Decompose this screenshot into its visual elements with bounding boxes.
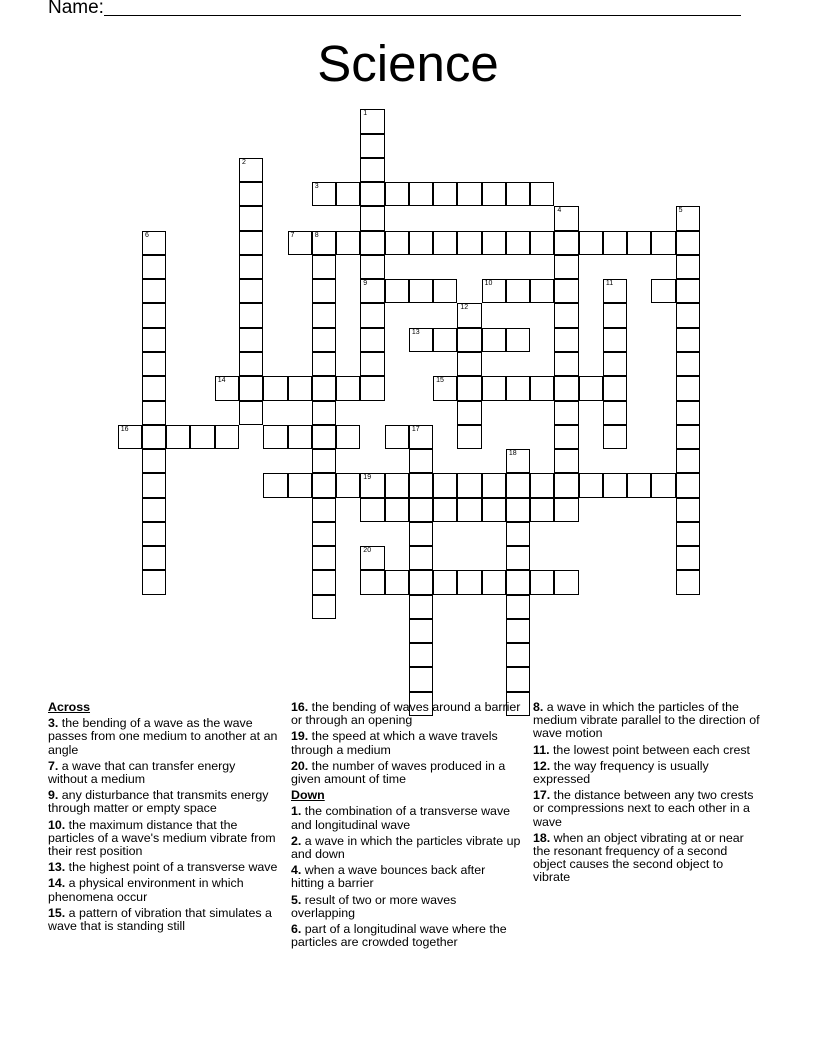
- clue-number: 1.: [291, 804, 302, 819]
- grid-cell[interactable]: [239, 328, 263, 352]
- grid-cell[interactable]: [142, 570, 166, 594]
- clues-column-2: [291, 701, 521, 952]
- grid-cell[interactable]: [457, 425, 481, 449]
- grid-cell[interactable]: [506, 643, 530, 667]
- grid-cell[interactable]: [312, 473, 336, 497]
- clue-number: 5: [678, 207, 683, 215]
- grid-cell[interactable]: [239, 206, 263, 230]
- grid-cell[interactable]: [409, 182, 433, 206]
- grid-cell[interactable]: [360, 328, 384, 352]
- clue-text: the maximum distance that the particles of a wave's medium vibrate from their rest position: [48, 817, 276, 859]
- grid-cell[interactable]: [433, 376, 457, 400]
- grid-cell[interactable]: [360, 498, 384, 522]
- grid-cell[interactable]: [506, 473, 530, 497]
- grid-cell[interactable]: [263, 473, 287, 497]
- clue-item: [291, 894, 521, 920]
- grid-cell[interactable]: [239, 376, 263, 400]
- grid-cell[interactable]: [142, 303, 166, 327]
- grid-cell[interactable]: [385, 231, 409, 255]
- grid-cell[interactable]: [530, 182, 554, 206]
- clue-item: [533, 701, 763, 741]
- grid-cell[interactable]: [142, 231, 166, 255]
- clues-column-1: [48, 701, 278, 936]
- grid-cell[interactable]: [482, 498, 506, 522]
- clue-item: [48, 877, 278, 903]
- grid-cell[interactable]: [506, 595, 530, 619]
- clue-number: 7.: [48, 758, 59, 773]
- grid-cell[interactable]: [506, 498, 530, 522]
- grid-cell[interactable]: [482, 231, 506, 255]
- grid-cell[interactable]: [676, 473, 700, 497]
- grid-cell[interactable]: [239, 255, 263, 279]
- clue-number: 3: [314, 183, 319, 191]
- clue-item: [533, 832, 763, 885]
- clue-number: 12.: [533, 758, 551, 773]
- grid-cell[interactable]: [409, 595, 433, 619]
- grid-cell[interactable]: [603, 303, 627, 327]
- clue-number: 18.: [533, 830, 551, 845]
- grid-cell[interactable]: [554, 570, 578, 594]
- grid-cell[interactable]: [603, 401, 627, 425]
- grid-cell[interactable]: [457, 473, 481, 497]
- grid-cell[interactable]: [676, 255, 700, 279]
- clue-text: the combination of a transverse wave and longitudinal wave: [291, 804, 511, 832]
- grid-cell[interactable]: [142, 279, 166, 303]
- clue-number: 19.: [291, 729, 309, 744]
- grid-cell[interactable]: [409, 570, 433, 594]
- grid-cell[interactable]: [409, 279, 433, 303]
- grid-cell[interactable]: [385, 182, 409, 206]
- grid-cell[interactable]: [360, 546, 384, 570]
- grid-cell[interactable]: [312, 570, 336, 594]
- grid-cell[interactable]: [506, 546, 530, 570]
- grid-cell[interactable]: [360, 303, 384, 327]
- grid-cell[interactable]: [676, 328, 700, 352]
- clue-number: 8: [314, 231, 319, 239]
- grid-cell[interactable]: [360, 570, 384, 594]
- grid-cell[interactable]: [312, 595, 336, 619]
- grid-cell[interactable]: [457, 498, 481, 522]
- grid-cell[interactable]: [360, 279, 384, 303]
- grid-cell[interactable]: [457, 182, 481, 206]
- clue-text: a physical environment in which phenomena occur: [48, 876, 244, 904]
- grid-cell[interactable]: [239, 231, 263, 255]
- grid-cell[interactable]: [360, 158, 384, 182]
- grid-cell[interactable]: [263, 425, 287, 449]
- clue-item: [48, 861, 278, 874]
- grid-cell[interactable]: [142, 352, 166, 376]
- clue-item: [533, 744, 763, 757]
- grid-cell[interactable]: [457, 570, 481, 594]
- clue-item: [48, 789, 278, 815]
- grid-cell[interactable]: [312, 376, 336, 400]
- grid-cell[interactable]: [385, 570, 409, 594]
- clue-number: 1: [363, 110, 368, 118]
- grid-cell[interactable]: [312, 449, 336, 473]
- grid-cell[interactable]: [530, 570, 554, 594]
- grid-cell[interactable]: [433, 473, 457, 497]
- grid-cell[interactable]: [506, 570, 530, 594]
- grid-cell[interactable]: [554, 473, 578, 497]
- grid-cell[interactable]: [676, 425, 700, 449]
- clue-item: [291, 760, 521, 786]
- grid-cell[interactable]: [554, 255, 578, 279]
- grid-cell[interactable]: [239, 303, 263, 327]
- clue-number: 19: [363, 474, 372, 482]
- grid-cell[interactable]: [676, 231, 700, 255]
- clue-number: 2: [242, 158, 246, 166]
- grid-cell[interactable]: [676, 522, 700, 546]
- grid-cell[interactable]: [385, 498, 409, 522]
- grid-cell[interactable]: [360, 231, 384, 255]
- grid-cell[interactable]: [239, 401, 263, 425]
- clue-number: 5.: [291, 892, 302, 907]
- grid-cell[interactable]: [554, 303, 578, 327]
- clue-number: 6.: [291, 922, 302, 937]
- grid-cell[interactable]: [409, 619, 433, 643]
- clue-item: [48, 907, 278, 933]
- clue-number: 18: [508, 450, 517, 458]
- grid-cell[interactable]: [506, 279, 530, 303]
- across-heading: Across: [48, 700, 91, 714]
- grid-cell[interactable]: [409, 546, 433, 570]
- grid-cell[interactable]: [312, 231, 336, 255]
- clue-item: [48, 819, 278, 859]
- clue-number: 9.: [48, 788, 59, 803]
- grid-cell[interactable]: [409, 425, 433, 449]
- grid-cell[interactable]: [676, 352, 700, 376]
- grid-cell[interactable]: [336, 425, 360, 449]
- grid-cell[interactable]: [603, 231, 627, 255]
- grid-cell[interactable]: [482, 376, 506, 400]
- grid-cell[interactable]: [360, 206, 384, 230]
- clue-text: when a wave bounces back after hitting a barrier: [291, 863, 486, 891]
- clue-text: any disturbance that transmits energy through matter or empty space: [48, 788, 269, 816]
- clue-item: [291, 730, 521, 756]
- grid-cell[interactable]: [530, 231, 554, 255]
- grid-cell[interactable]: [457, 231, 481, 255]
- clue-number: 11: [605, 280, 614, 288]
- grid-cell[interactable]: [360, 352, 384, 376]
- grid-cell[interactable]: [142, 449, 166, 473]
- clues-column-3: [533, 701, 763, 888]
- grid-cell[interactable]: [554, 449, 578, 473]
- clue-number: 2.: [291, 833, 302, 848]
- clue-number: 4.: [291, 863, 302, 878]
- grid-cell[interactable]: [603, 352, 627, 376]
- grid-cell[interactable]: [433, 231, 457, 255]
- clue-text: a wave in which the particles of the medium vibrate parallel to the direction of wave motion: [533, 700, 760, 741]
- grid-cell[interactable]: [312, 522, 336, 546]
- down-heading: Down: [291, 788, 325, 803]
- grid-cell[interactable]: [530, 473, 554, 497]
- grid-cell[interactable]: [482, 182, 506, 206]
- grid-cell[interactable]: [409, 328, 433, 352]
- grid-cell[interactable]: [506, 376, 530, 400]
- grid-cell[interactable]: [676, 546, 700, 570]
- grid-cell[interactable]: [142, 522, 166, 546]
- grid-cell[interactable]: [142, 328, 166, 352]
- grid-cell[interactable]: [263, 376, 287, 400]
- grid-cell[interactable]: [603, 376, 627, 400]
- grid-cell[interactable]: [190, 425, 214, 449]
- grid-cell[interactable]: [676, 401, 700, 425]
- clue-number: 11.: [533, 742, 550, 757]
- grid-cell[interactable]: [457, 303, 481, 327]
- grid-cell[interactable]: [336, 182, 360, 206]
- grid-cell[interactable]: [288, 376, 312, 400]
- grid-cell[interactable]: [360, 182, 384, 206]
- clue-number: 20.: [291, 758, 309, 773]
- grid-cell[interactable]: [482, 328, 506, 352]
- grid-cell[interactable]: [142, 401, 166, 425]
- grid-cell[interactable]: [603, 425, 627, 449]
- grid-cell[interactable]: [142, 255, 166, 279]
- grid-cell[interactable]: [530, 498, 554, 522]
- grid-cell[interactable]: [554, 206, 578, 230]
- grid-cell[interactable]: [142, 425, 166, 449]
- grid-cell[interactable]: [312, 303, 336, 327]
- across-clue-list: [48, 717, 278, 933]
- grid-cell[interactable]: [409, 667, 433, 691]
- grid-cell[interactable]: [385, 425, 409, 449]
- clue-text: the bending of a wave as the wave passes from one medium to another at an angle: [48, 716, 278, 757]
- grid-cell[interactable]: [506, 328, 530, 352]
- clue-number: 13.: [48, 860, 66, 875]
- grid-cell[interactable]: [142, 546, 166, 570]
- clue-text: when an object vibrating at or near the resonant frequency of a second object causes the second object to vibrate: [533, 830, 744, 885]
- grid-cell[interactable]: [433, 182, 457, 206]
- grid-cell[interactable]: [409, 449, 433, 473]
- grid-cell[interactable]: [215, 425, 239, 449]
- clue-number: 17.: [533, 788, 551, 803]
- grid-cell[interactable]: [360, 376, 384, 400]
- grid-cell[interactable]: [312, 425, 336, 449]
- clue-number: 3.: [48, 716, 59, 731]
- clue-text: a pattern of vibration that simulates a wave that is standing still: [48, 905, 272, 934]
- clue-text: the lowest point between each crest: [549, 742, 750, 757]
- grid-cell[interactable]: [676, 376, 700, 400]
- down-clue-list-continued: [533, 701, 763, 885]
- grid-cell[interactable]: [385, 279, 409, 303]
- grid-cell[interactable]: [433, 570, 457, 594]
- clue-text: the distance between any two crests or compressions next to each other in a wave: [533, 788, 754, 829]
- grid-cell[interactable]: [676, 206, 700, 230]
- clue-item: [291, 923, 521, 949]
- grid-cell[interactable]: [142, 376, 166, 400]
- grid-cell[interactable]: [239, 279, 263, 303]
- grid-cell[interactable]: [506, 231, 530, 255]
- clue-item: [533, 789, 763, 829]
- grid-cell[interactable]: [239, 352, 263, 376]
- grid-cell[interactable]: [457, 401, 481, 425]
- grid-cell[interactable]: [360, 134, 384, 158]
- clue-item: [48, 717, 278, 757]
- grid-cell[interactable]: [676, 498, 700, 522]
- grid-cell[interactable]: [385, 473, 409, 497]
- grid-cell[interactable]: [142, 498, 166, 522]
- clue-number: 14.: [48, 876, 66, 891]
- clue-number: 20: [363, 547, 372, 555]
- grid-cell[interactable]: [676, 570, 700, 594]
- grid-cell[interactable]: [360, 109, 384, 133]
- clue-item: [533, 760, 763, 786]
- clue-number: 15.: [48, 905, 66, 920]
- grid-cell[interactable]: [288, 425, 312, 449]
- grid-cell[interactable]: [554, 352, 578, 376]
- grid-cell[interactable]: [676, 449, 700, 473]
- clue-text: a wave that can transfer energy without a medium: [48, 758, 236, 787]
- clue-number: 17: [411, 425, 420, 433]
- clue-text: the number of waves produced in a given amount of time: [291, 758, 506, 787]
- grid-cell[interactable]: [530, 376, 554, 400]
- grid-cell[interactable]: [506, 182, 530, 206]
- grid-cell[interactable]: [433, 498, 457, 522]
- grid-cell[interactable]: [651, 231, 675, 255]
- grid-cell[interactable]: [627, 473, 651, 497]
- grid-cell[interactable]: [433, 279, 457, 303]
- grid-cell[interactable]: [215, 376, 239, 400]
- grid-cell[interactable]: [312, 279, 336, 303]
- across-clue-list-continued: [291, 701, 521, 786]
- grid-cell[interactable]: [554, 401, 578, 425]
- grid-cell[interactable]: [409, 231, 433, 255]
- grid-cell[interactable]: [239, 158, 263, 182]
- grid-cell[interactable]: [603, 328, 627, 352]
- clue-number: 9: [363, 280, 368, 288]
- grid-cell[interactable]: [409, 522, 433, 546]
- grid-cell[interactable]: [506, 619, 530, 643]
- grid-cell[interactable]: [554, 231, 578, 255]
- grid-cell[interactable]: [409, 473, 433, 497]
- grid-cell[interactable]: [554, 376, 578, 400]
- grid-cell[interactable]: [166, 425, 190, 449]
- clue-item: [291, 864, 521, 890]
- grid-cell[interactable]: [676, 279, 700, 303]
- grid-cell[interactable]: [506, 522, 530, 546]
- grid-cell[interactable]: [360, 255, 384, 279]
- clue-number: 10.: [48, 817, 66, 832]
- grid-cell[interactable]: [506, 667, 530, 691]
- grid-cell[interactable]: [312, 255, 336, 279]
- grid-cell[interactable]: [433, 328, 457, 352]
- grid-cell[interactable]: [118, 425, 142, 449]
- grid-cell[interactable]: [312, 328, 336, 352]
- grid-cell[interactable]: [409, 643, 433, 667]
- grid-cell[interactable]: [409, 498, 433, 522]
- grid-cell[interactable]: [579, 231, 603, 255]
- grid-cell[interactable]: [554, 328, 578, 352]
- clue-number: 4: [557, 207, 562, 215]
- grid-cell[interactable]: [336, 376, 360, 400]
- grid-cell[interactable]: [579, 473, 603, 497]
- grid-cell[interactable]: [676, 303, 700, 327]
- grid-cell[interactable]: [554, 425, 578, 449]
- grid-cell[interactable]: [360, 473, 384, 497]
- clue-number: 10: [484, 280, 493, 288]
- grid-cell[interactable]: [288, 473, 312, 497]
- clue-number: 16.: [291, 700, 309, 714]
- clue-number: 7: [290, 231, 295, 239]
- grid-cell[interactable]: [482, 473, 506, 497]
- grid-cell[interactable]: [288, 231, 312, 255]
- grid-cell[interactable]: [239, 182, 263, 206]
- grid-cell[interactable]: [530, 279, 554, 303]
- page-title: Science: [317, 35, 499, 92]
- clue-number: 6: [144, 231, 149, 239]
- grid-cell[interactable]: [312, 546, 336, 570]
- grid-cell[interactable]: [482, 279, 506, 303]
- grid-cell[interactable]: [457, 376, 481, 400]
- clue-text: the bending of waves around a barrier or through an opening: [291, 700, 521, 728]
- clue-number: 13: [411, 328, 420, 336]
- grid-cell[interactable]: [312, 498, 336, 522]
- name-label: Name:: [48, 0, 104, 18]
- grid-cell[interactable]: [142, 473, 166, 497]
- grid-cell[interactable]: [506, 449, 530, 473]
- clue-text: result of two or more waves overlapping: [291, 892, 457, 920]
- clue-item: [48, 760, 278, 786]
- clue-number: 8.: [533, 700, 544, 714]
- clue-item: [291, 805, 521, 831]
- clue-text: the speed at which a wave travels through a medium: [291, 729, 498, 757]
- grid-cell[interactable]: [603, 473, 627, 497]
- grid-cell[interactable]: [457, 328, 481, 352]
- grid-cell[interactable]: [554, 279, 578, 303]
- grid-cell[interactable]: [457, 352, 481, 376]
- grid-cell[interactable]: [312, 401, 336, 425]
- grid-cell[interactable]: [651, 279, 675, 303]
- down-clue-list: [291, 805, 521, 949]
- clue-text: the highest point of a transverse wave: [65, 860, 278, 875]
- clue-number: 14: [217, 377, 226, 385]
- clue-text: the way frequency is usually expressed: [533, 758, 709, 787]
- grid-cell[interactable]: [627, 231, 651, 255]
- clue-number: 16: [120, 425, 129, 433]
- grid-cell[interactable]: [312, 352, 336, 376]
- grid-cell[interactable]: [554, 498, 578, 522]
- clue-item: [291, 835, 521, 861]
- clue-number: 12: [460, 304, 469, 312]
- clue-text: a wave in which the particles vibrate up and down: [291, 833, 521, 862]
- grid-cell[interactable]: [336, 473, 360, 497]
- grid-cell[interactable]: [312, 182, 336, 206]
- grid-cell[interactable]: [651, 473, 675, 497]
- grid-cell[interactable]: [336, 231, 360, 255]
- grid-cell[interactable]: [603, 279, 627, 303]
- clue-text: part of a longitudinal wave where the particles are crowded together: [291, 922, 507, 950]
- grid-cell[interactable]: [579, 376, 603, 400]
- grid-cell[interactable]: [482, 570, 506, 594]
- clue-item: [291, 701, 521, 727]
- clue-number: 15: [436, 377, 444, 385]
